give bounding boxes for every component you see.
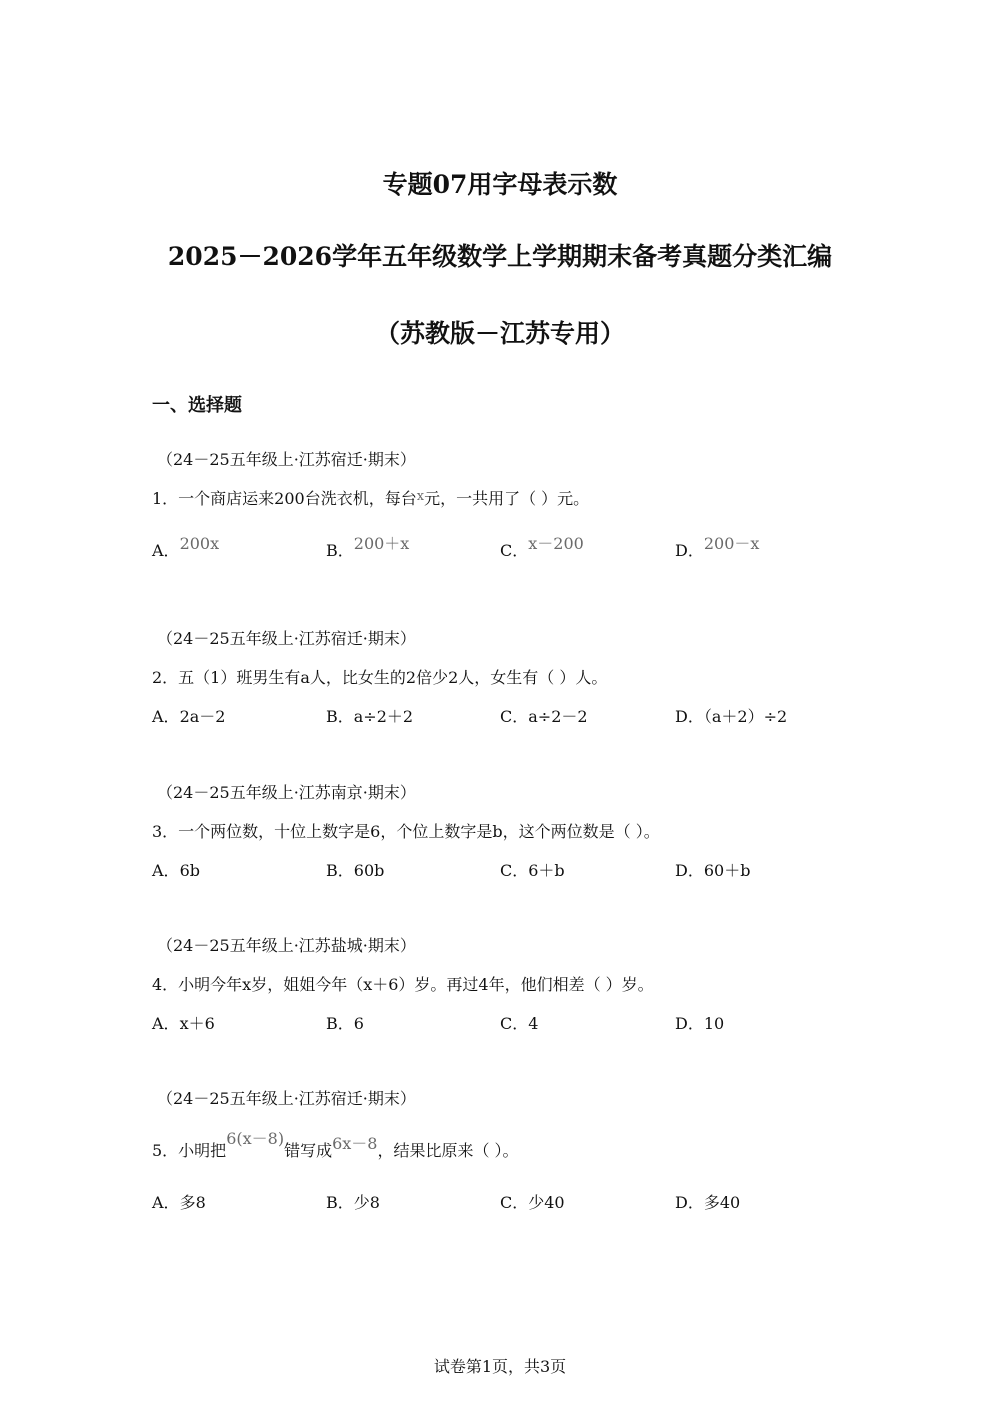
option-c [500,860,565,882]
option-a [152,534,220,562]
option-text: 少40 [528,1193,565,1212]
option-text: 10 [703,1014,725,1033]
question-source: （24－25五年级上·江苏盐城·期末） [157,936,416,955]
option-d [675,860,750,882]
page-title: 专题07用字母表示数 [382,170,618,199]
option-c [500,534,584,562]
option-label: B． [326,1193,354,1212]
option-text: 60＋b [703,861,751,880]
option-b [326,1192,380,1214]
question-source: （24－25五年级上·江苏宿迁·期末） [157,450,416,469]
question-stem: 2．五（1）班男生有a人，比女生的2倍少2人，女生有（ ）人。 [152,668,608,687]
option-a [152,706,225,728]
option-label: B． [326,861,354,880]
option-text: x＋6 [179,1014,215,1033]
option-b [326,860,384,882]
stem-text: 5．小明把 [152,1141,227,1160]
section-heading: 一、选择题 [152,395,242,416]
option-text: （a＋2）÷2 [703,707,788,726]
option-label: C． [500,541,529,560]
option-label: C． [500,861,529,880]
question-stem: 3．一个两位数，十位上数字是6，个位上数字是b，这个两位数是（ ）。 [152,822,660,841]
option-text: 6＋b [528,861,565,880]
option-label: D． [675,1193,704,1212]
option-label: B． [326,707,354,726]
option-a [152,1013,215,1035]
option-label: B． [326,1014,354,1033]
option-label: D． [675,861,704,880]
option-label: C． [500,1014,529,1033]
option-label: A． [152,541,180,560]
option-label: A． [152,1014,180,1033]
question-source: （24－25五年级上·江苏宿迁·期末） [157,1089,416,1108]
option-a [152,1192,206,1214]
option-d [675,1013,724,1035]
stem-text: 1．一个商店运来200台洗衣机，每台 [152,489,417,508]
question-source: （24－25五年级上·江苏南京·期末） [157,783,416,802]
page-footer: 试卷第1页，共3页 [433,1357,567,1376]
stem-math: 6x－8 [332,1134,378,1153]
option-label: C． [500,1193,529,1212]
option-c [500,1013,538,1035]
option-math: 200x [179,534,220,553]
option-math: x－200 [528,534,584,553]
question-stem: 4．小明今年x岁，姐姐今年（x＋6）岁。再过4年，他们相差（ ）岁。 [152,975,654,994]
option-label: B． [326,541,354,560]
stem-math: x [416,489,425,504]
stem-text: 错写成 [284,1141,333,1160]
option-text: 多8 [179,1193,206,1212]
option-text: 6b [179,861,200,880]
option-b [326,534,410,562]
question-stem [152,1129,519,1162]
option-text: 60b [353,861,385,880]
stem-text: ，结果比原来（ ）。 [377,1141,519,1160]
question-source: （24－25五年级上·江苏宿迁·期末） [157,629,416,648]
option-text: a÷2＋2 [353,707,414,726]
option-c [500,706,588,728]
option-a [152,860,200,882]
option-text: a÷2－2 [528,707,588,726]
stem-text: 元，一共用了（ ）元。 [424,489,590,508]
question-stem [152,488,589,512]
option-text: 6 [353,1014,364,1033]
option-label: D． [675,1014,704,1033]
option-label: D． [675,707,704,726]
option-label: D． [675,541,704,560]
option-label: A． [152,707,180,726]
stem-math: 6(x－8) [226,1129,285,1148]
option-label: A． [152,1193,180,1212]
option-text: 4 [528,1014,539,1033]
page-edition-note: （苏教版－江苏专用） [374,319,625,348]
option-label: C． [500,707,529,726]
option-c [500,1192,565,1214]
option-b [326,706,413,728]
option-math: 200－x [703,534,760,553]
option-math: 200＋x [353,534,410,553]
option-b [326,1013,364,1035]
option-d [675,1192,740,1214]
option-text: 2a－2 [179,707,226,726]
option-label: A． [152,861,180,880]
option-text: 少8 [353,1193,380,1212]
page-subtitle: 2025－2026学年五年级数学上学期期末备考真题分类汇编 [167,242,833,271]
option-d [675,534,760,562]
option-d [675,706,787,728]
option-text: 多40 [703,1193,741,1212]
